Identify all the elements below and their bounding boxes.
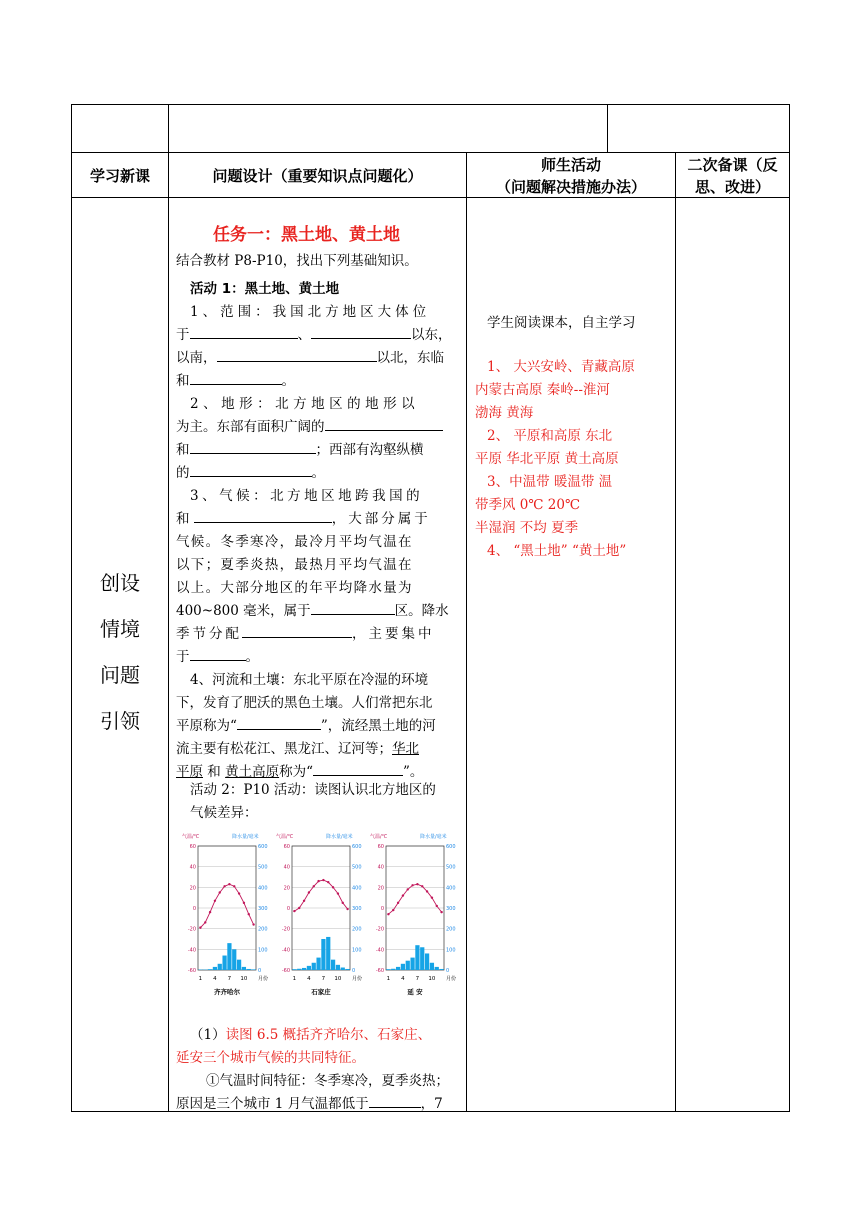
temp-tick-label: -20 (187, 926, 196, 933)
temp-point (322, 879, 324, 881)
header-second-prep-line2: 思、改进） (694, 178, 770, 196)
precip-bar (326, 937, 330, 970)
activity1-heading: 活动 1：黑土地、黄土地 (190, 281, 340, 297)
q4-text: 流主要有松花江、黑龙江、辽河等； (176, 741, 392, 757)
activity2-line1: 活动 2：P10 活动：读图认识北方地区的 (190, 782, 436, 798)
sum-line4 (176, 1093, 458, 1115)
precip-bar (341, 968, 345, 970)
precip-bar (396, 967, 400, 970)
fill-blank[interactable] (190, 324, 298, 339)
precip-bar (406, 961, 410, 970)
temp-point (243, 902, 245, 904)
q3-line8 (176, 646, 458, 668)
precip-bar (242, 967, 246, 970)
month-tick-label: 4 (401, 976, 405, 982)
precip-bar (401, 964, 405, 970)
temp-point (199, 926, 201, 928)
temp-point (407, 888, 409, 890)
precip-tick-label: 400 (258, 885, 268, 892)
q4-line4 (176, 738, 458, 760)
q4-underlined: 平原 (176, 764, 203, 780)
q1-text: 。 (281, 373, 295, 389)
q2-line1 (190, 393, 472, 415)
q1-line3 (176, 347, 458, 369)
header-activities-line1: 师生活动 (540, 156, 601, 174)
temp-tick-label: -60 (281, 968, 290, 974)
q1-text: 、 (297, 327, 311, 343)
q3-text: 400~800 毫米，属于 (176, 603, 311, 619)
precip-tick-label: 100 (258, 947, 268, 954)
city-name: 齐齐哈尔 (214, 988, 240, 996)
month-tick-label: 10 (428, 976, 436, 982)
temp-point (440, 911, 442, 913)
precip-bar (251, 969, 255, 970)
month-tick-label: 1 (292, 976, 297, 982)
temp-point (303, 900, 305, 902)
q3-text: ，主要集中 (352, 626, 435, 642)
temp-point (397, 902, 399, 904)
precip-bar (415, 945, 419, 970)
temp-line (200, 884, 253, 927)
q3-text: 于 (176, 649, 190, 665)
month-tick-label: 1 (198, 976, 203, 982)
q4-line3 (176, 715, 458, 737)
precip-tick-label: 100 (446, 947, 456, 954)
table-col-divider (607, 104, 608, 152)
temp-tick-label: -60 (375, 968, 384, 974)
table-row-divider (71, 197, 790, 198)
precip-axis-label: 降水量/毫米 (326, 834, 353, 840)
temp-line (294, 880, 347, 911)
climate-charts (178, 828, 462, 1000)
month-tick-label: 7 (227, 976, 232, 982)
q2-text: 2、地形：北方地区的地形以 (190, 396, 420, 412)
q2-line2 (176, 416, 458, 438)
q3-line3: 气候。冬季寒冷，最冷月平均气温在 (176, 534, 413, 550)
month-tick-label: 7 (415, 976, 420, 982)
q4-text: 平原称为“ (176, 718, 237, 734)
temp-point (209, 911, 211, 913)
answer-4-line1: 4、 “黑土地” “黄土地” (487, 543, 627, 559)
month-tick-label: 4 (307, 976, 311, 982)
temp-point (252, 923, 254, 925)
temp-point (308, 891, 310, 893)
precip-bar (410, 958, 414, 970)
precip-tick-label: 200 (258, 926, 268, 933)
temp-point (436, 905, 438, 907)
temp-tick-label: 60 (189, 844, 196, 850)
q2-text: 。 (311, 465, 325, 481)
q3-line2 (176, 508, 458, 530)
temp-point (346, 908, 348, 910)
temp-tick-label: 0 (192, 906, 196, 912)
q1-line1 (190, 301, 472, 323)
precip-tick-label: 400 (352, 885, 362, 892)
precip-bar (232, 949, 236, 970)
temp-tick-label: -20 (281, 926, 290, 933)
sum-line3: ①气温时间特征：冬季寒冷，夏季炎热； (206, 1073, 449, 1089)
precip-axis-label: 降水量/毫米 (420, 834, 447, 840)
precip-bar (386, 969, 390, 970)
temp-point (421, 885, 423, 887)
month-tick-label: 10 (334, 976, 342, 982)
precip-tick-label: 600 (352, 844, 362, 850)
city-name: 延 安 (407, 988, 423, 996)
q4-underlined: 黄土高原 (225, 764, 280, 780)
temp-point (332, 886, 334, 888)
temp-point (387, 913, 389, 915)
temp-point (238, 892, 240, 894)
precip-bar (435, 967, 439, 970)
temp-tick-label: 0 (286, 906, 290, 912)
temp-point (293, 910, 295, 912)
activity2-line2: 气候差异： (190, 805, 258, 821)
temp-tick-label: 20 (283, 885, 290, 892)
q2-line3 (176, 439, 458, 461)
stage-label-2: 情境 (100, 617, 140, 641)
fill-blank[interactable] (237, 715, 321, 730)
temp-point (219, 891, 221, 893)
climate-charts-svg (178, 828, 462, 1000)
temp-point (327, 881, 329, 883)
temp-tick-label: -40 (187, 947, 196, 954)
temp-point (248, 913, 250, 915)
month-unit-label: 月份 (352, 976, 363, 982)
table-row-divider (71, 152, 790, 153)
temp-point (317, 880, 319, 882)
temp-tick-label: -40 (281, 947, 290, 954)
q3-line6 (176, 600, 458, 622)
q3-line4: 以下；夏季炎热，最热月平均气温在 (176, 557, 413, 573)
intro-text: 结合教材 P8-P10，找出下列基础知识。 (176, 253, 418, 269)
temp-tick-label: 20 (377, 885, 384, 892)
sum-line2: 延安三个城市气候的共同特征。 (176, 1050, 365, 1066)
fill-blank[interactable] (325, 416, 443, 431)
precip-bar (302, 968, 306, 970)
city-name: 石家庄 (311, 988, 331, 996)
sum-text: 原因是三个城市 1 月气温都低于 (176, 1096, 369, 1112)
stage-label-4: 引领 (100, 709, 140, 733)
temp-point (233, 885, 235, 887)
precip-bar (336, 965, 340, 970)
precip-bar (307, 966, 311, 970)
temp-point (223, 885, 225, 887)
task-title: 任务一：黑土地、黄土地 (213, 225, 400, 245)
fill-blank[interactable] (311, 600, 395, 615)
q4-text: 称为“ (279, 764, 313, 780)
precip-bar (218, 964, 222, 970)
q1-text: 1、范围：我国北方地区大体位 (190, 304, 431, 320)
precip-tick-label: 500 (446, 864, 456, 871)
precip-bar (237, 960, 241, 970)
precip-bar (316, 958, 320, 970)
temp-tick-label: -20 (375, 926, 384, 933)
q3-text: 季节分配 (176, 626, 242, 642)
precip-bar (439, 969, 443, 970)
header-activities-line2: （问题解决措施办法） (495, 178, 646, 196)
precip-tick-label: 300 (446, 906, 456, 912)
precip-bar (213, 967, 217, 970)
header-study-new-lesson: 学习新课 (89, 167, 150, 185)
sum-text: ，7 (420, 1096, 443, 1112)
precip-bar (331, 960, 335, 970)
q1-text: 以南， (176, 350, 217, 366)
precip-bar (391, 969, 395, 970)
month-unit-label: 月份 (258, 976, 269, 982)
precip-tick-label: 400 (446, 885, 456, 892)
q2-text: 和 (176, 442, 190, 458)
month-unit-label: 月份 (446, 976, 457, 982)
precip-tick-label: 500 (352, 864, 362, 871)
precip-tick-label: 200 (352, 926, 362, 933)
q4-text: ”。 (403, 764, 424, 780)
fill-blank[interactable] (369, 1093, 421, 1108)
answer-2-line2: 平原 华北平原 黄土高原 (475, 451, 619, 467)
fill-blank[interactable] (190, 646, 246, 661)
precip-axis-label: 降水量/毫米 (232, 834, 259, 840)
q3-text: 和 (176, 511, 190, 527)
temp-tick-label: 40 (189, 864, 196, 871)
precip-tick-label: 0 (258, 968, 262, 974)
precip-tick-label: 300 (352, 906, 362, 912)
q1-text: 以北，东临 (376, 350, 444, 366)
temp-tick-label: 60 (283, 844, 290, 850)
q3-text: 。 (245, 649, 259, 665)
temp-point (431, 896, 433, 898)
q4-underlined: 华北 (392, 741, 419, 757)
sum-text-red: 读图 6.5 概括齐齐哈尔、石家庄、 (225, 1027, 432, 1043)
table-right-border (789, 104, 790, 1112)
temp-point (313, 885, 315, 887)
q3-line5: 以上。大部分地区的年平均降水量为 (176, 580, 413, 596)
answer-3-line2: 带季风 0℃ 20℃ (475, 497, 581, 513)
precip-bar (222, 956, 226, 970)
table-col-divider (675, 152, 676, 1112)
table-top-border (71, 104, 790, 105)
month-tick-label: 1 (386, 976, 391, 982)
answer-1-line1: 1、 大兴安岭、青藏高原 (487, 359, 635, 375)
precip-bar (247, 969, 251, 970)
precip-tick-label: 500 (258, 864, 268, 871)
precip-tick-label: 0 (352, 968, 356, 974)
fill-blank[interactable] (313, 761, 403, 776)
precip-tick-label: 600 (446, 844, 456, 850)
q3-text: ，大部分属于 (331, 511, 431, 527)
answer-2-line1: 2、 平原和高原 东北 (487, 428, 613, 444)
fill-blank[interactable] (190, 439, 316, 454)
q4-text: 和 (207, 764, 221, 780)
temp-point (204, 921, 206, 923)
temp-axis-label: 气温/℃ (370, 834, 388, 840)
fill-blank[interactable] (242, 623, 352, 638)
q2-text: 的 (176, 465, 190, 481)
fill-blank[interactable] (311, 324, 411, 339)
precip-bar (420, 947, 424, 970)
temp-point (402, 894, 404, 896)
q1-line2 (176, 324, 458, 346)
temp-tick-label: 60 (377, 844, 384, 850)
answer-1-line3: 渤海 黄海 (475, 405, 534, 421)
fill-blank[interactable] (194, 508, 332, 523)
temp-point (342, 902, 344, 904)
fill-blank[interactable] (190, 462, 312, 477)
q4-line1: 4、河流和土壤：东北平原在冷湿的环境 (190, 672, 429, 688)
precip-bar (292, 969, 296, 970)
temp-tick-label: 20 (189, 885, 196, 892)
precip-tick-label: 0 (446, 968, 450, 974)
temp-tick-label: 40 (283, 864, 290, 871)
temp-point (416, 883, 418, 885)
month-tick-label: 4 (213, 976, 217, 982)
answer-3-line3: 半湿润 不均 夏季 (475, 520, 579, 536)
header-second-prep-line1: 二次备课（反 (687, 156, 778, 174)
precip-bar (312, 963, 316, 970)
temp-tick-label: 40 (377, 864, 384, 871)
precip-bar (297, 969, 301, 970)
header-question-design: 问题设计（重要知识点问题化） (212, 167, 423, 185)
q1-line4 (176, 370, 458, 392)
month-tick-label: 10 (240, 976, 248, 982)
q3-text: 3、气候：北方地区地跨我国的 (190, 488, 424, 504)
answer-3-line1: 3、中温带 暖温带 温 (487, 474, 613, 490)
q4-line2: 下，发育了肥沃的黑色土壤。人们常把东北 (176, 695, 433, 711)
precip-bar (425, 953, 429, 970)
q4-text: ”，流经黑土地的河 (320, 718, 436, 734)
q1-text: 和 (176, 373, 190, 389)
q2-line4 (176, 462, 458, 484)
temp-tick-label: -40 (375, 947, 384, 954)
fill-blank[interactable] (217, 347, 377, 362)
stage-label-3: 问题 (100, 663, 140, 687)
q1-text: 于 (176, 327, 190, 343)
temp-point (426, 890, 428, 892)
month-tick-label: 7 (321, 976, 326, 982)
precip-tick-label: 100 (352, 947, 362, 954)
temp-tick-label: 0 (380, 906, 384, 912)
temp-point (228, 883, 230, 885)
temp-tick-label: -60 (187, 968, 196, 974)
temp-point (214, 900, 216, 902)
precip-bar (321, 939, 325, 970)
q1-text: 以东， (411, 327, 452, 343)
precip-bar (345, 969, 349, 970)
temp-point (337, 892, 339, 894)
precip-tick-label: 600 (258, 844, 268, 850)
precip-tick-label: 200 (446, 926, 456, 933)
stage-label-1: 创设 (100, 571, 140, 595)
temp-axis-label: 气温/℃ (276, 834, 294, 840)
fill-blank[interactable] (190, 370, 282, 385)
precip-tick-label: 300 (258, 906, 268, 912)
precip-bar (227, 943, 231, 970)
q2-text: 为主。东部有面积广阔的 (176, 419, 325, 435)
precip-bar (208, 969, 212, 970)
q3-line1 (190, 485, 472, 507)
sum-line1 (190, 1024, 472, 1046)
temp-point (392, 909, 394, 911)
temp-point (411, 884, 413, 886)
temp-axis-label: 气温/℃ (182, 834, 200, 840)
q3-line7 (176, 623, 458, 645)
answer-intro: 学生阅读课本，自主学习 (487, 315, 636, 331)
sum-text: （1） (190, 1027, 226, 1043)
precip-bar (430, 963, 434, 970)
table-col-divider (168, 104, 169, 1112)
temp-point (298, 907, 300, 909)
q3-text: 区。降水 (394, 603, 449, 619)
answer-1-line2: 内蒙古高原 秦岭--淮河 (475, 382, 610, 398)
q2-text: ；西部有沟壑纵横 (315, 442, 424, 458)
temp-line (388, 884, 441, 914)
